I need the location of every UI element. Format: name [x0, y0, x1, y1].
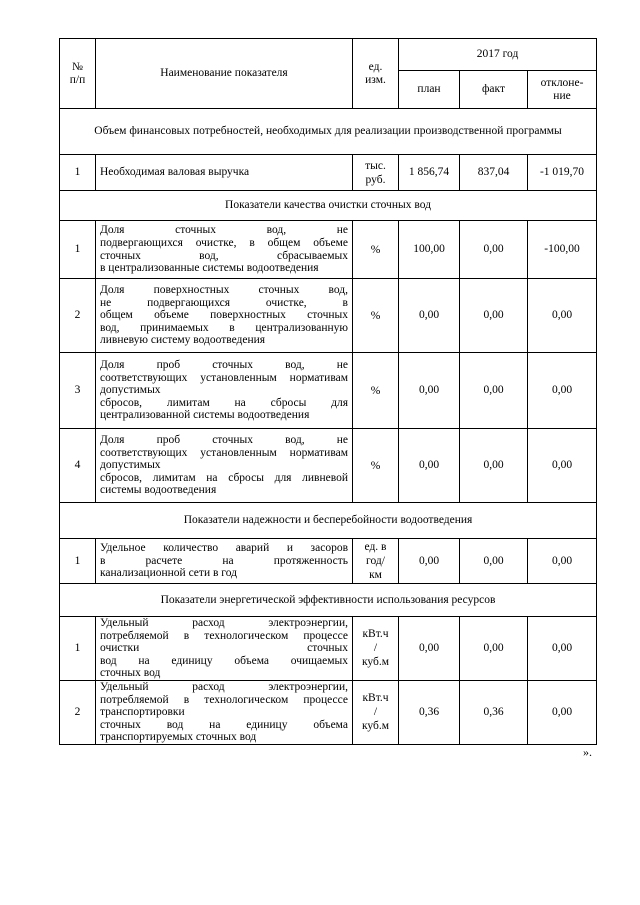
- row-number: [60, 155, 96, 191]
- section-title: [60, 191, 597, 221]
- indicator-name-line: в расчете на протяженность: [100, 554, 348, 567]
- indicator-name-line: соответствующих установленным нормативам допустимых: [100, 371, 348, 397]
- indicator-name-line: соответствующих установленным нормативам допустимых: [100, 446, 348, 472]
- fact-value-text: 0,00: [483, 384, 504, 397]
- plan-value-text: 0,00: [418, 642, 440, 655]
- section-row: [60, 109, 597, 155]
- fact-value-text: 837,04: [477, 166, 510, 179]
- unit-text: %: [370, 384, 381, 397]
- section-row: [60, 503, 597, 539]
- table-row: [60, 279, 597, 353]
- fact-value-text: 0,00: [483, 642, 504, 655]
- deviation-value-text: -1 019,70: [539, 166, 585, 179]
- fact-value: [460, 353, 528, 429]
- plan-value: [399, 680, 460, 744]
- indicator-name-line: Доля сточных вод, не: [100, 224, 348, 237]
- fact-value: [460, 539, 528, 584]
- unit: [353, 617, 399, 681]
- deviation-value-text: 0,00: [551, 706, 573, 719]
- row-number-text: 1: [74, 554, 81, 567]
- section-title-text: Показатели надежности и бесперебойности водоотведения: [183, 514, 473, 527]
- row-number: [60, 617, 96, 681]
- header-row: [60, 39, 597, 71]
- indicators-table: [59, 38, 597, 745]
- unit: [353, 221, 399, 279]
- indicator-name: [96, 617, 353, 681]
- plan-value-text: 0,36: [418, 706, 440, 719]
- table-row: [60, 221, 597, 279]
- indicator-name: [96, 279, 353, 353]
- deviation-value: [528, 353, 597, 429]
- plan-value-text: 100,00: [413, 243, 445, 256]
- fact-value-text: 0,00: [483, 459, 504, 472]
- indicator-name-line: Удельный расход электроэнергии,: [100, 617, 348, 629]
- fact-value: [460, 279, 528, 353]
- indicator-name-line: Доля проб сточных вод, не: [100, 434, 348, 447]
- fact-value: [460, 155, 528, 191]
- plan-value: [399, 353, 460, 429]
- fact-value: [460, 680, 528, 744]
- row-number-text: 2: [74, 706, 81, 719]
- plan-value: [399, 279, 460, 353]
- indicator-name-line: в централизованные системы водоотведения: [100, 262, 319, 275]
- indicator-name-line: канализационной сети в год: [100, 567, 237, 580]
- fact-value: [460, 221, 528, 279]
- plan-value: [399, 429, 460, 503]
- indicator-name-line: ливневую систему водоотведения: [100, 334, 266, 347]
- indicator-name-line: Удельный расход электроэнергии,: [100, 680, 348, 693]
- deviation-value-text: 0,00: [551, 459, 573, 472]
- deviation-value: [528, 429, 597, 503]
- row-number: [60, 353, 96, 429]
- unit: [353, 539, 399, 584]
- row-number: [60, 429, 96, 503]
- header-unit: ед. изм.: [353, 39, 399, 109]
- row-number-text: 2: [74, 309, 81, 322]
- deviation-value: [528, 155, 597, 191]
- indicator-name-line: транспортируемых сточных вод: [100, 731, 257, 744]
- indicator-name-line: сточных вод на единицу объема: [100, 718, 348, 731]
- unit-text: %: [370, 309, 381, 322]
- indicator-name-line: сбросов, лимитам на сбросы для: [100, 396, 348, 409]
- row-number-text: 1: [74, 642, 81, 655]
- indicator-name-line: потребляемой в технологическом процессе очистки сточных: [100, 629, 348, 655]
- indicator-name-text: Необходимая валовая выручка: [100, 166, 250, 179]
- fact-value-text: 0,36: [483, 706, 504, 719]
- unit: [353, 155, 399, 191]
- fact-value: [460, 617, 528, 681]
- table-row: [60, 617, 597, 681]
- header-fact: факт: [460, 71, 528, 109]
- fact-value-text: 0,00: [483, 554, 504, 567]
- deviation-value-text: 0,00: [551, 554, 573, 567]
- plan-value-text: 0,00: [418, 459, 440, 472]
- indicator-name-line: не подвергающихся очистке, в: [100, 296, 348, 309]
- deviation-value-text: -100,00: [544, 243, 580, 256]
- indicator-name: [96, 353, 353, 429]
- unit-text: кВт.ч / куб.м: [361, 692, 390, 733]
- section-title-text: Показатели качества очистки сточных вод: [225, 199, 431, 212]
- indicator-name: [96, 539, 353, 584]
- plan-value: [399, 617, 460, 681]
- row-number: [60, 279, 96, 353]
- header-deviation: отклоне- ние: [528, 71, 597, 109]
- section-title: [60, 584, 597, 617]
- row-number-text: 1: [74, 166, 81, 179]
- unit-text: кВт.ч / куб.м: [361, 628, 390, 669]
- indicator-name-line: Удельное количество аварий и засоров: [100, 542, 348, 555]
- indicator-name: [96, 221, 353, 279]
- table-row: [60, 155, 597, 191]
- deviation-value: [528, 539, 597, 584]
- header-year: 2017 год: [399, 39, 597, 71]
- indicator-name-line: вод, принимаемых в централизованную: [100, 321, 348, 334]
- section-title-text: Объем финансовых потребностей, необходимых для реализации производственной программы: [94, 125, 562, 138]
- unit-text: %: [370, 459, 381, 472]
- deviation-value: [528, 617, 597, 681]
- indicator-name: [96, 680, 353, 744]
- deviation-value: [528, 221, 597, 279]
- deviation-value-text: 0,00: [551, 642, 573, 655]
- section-title-text: Показатели энергетической эффективности использования ресурсов: [160, 593, 496, 606]
- deviation-value-text: 0,00: [551, 309, 573, 322]
- plan-value-text: 0,00: [418, 309, 440, 322]
- indicator-name-line: централизованной системы водоотведения: [100, 409, 310, 422]
- section-row: [60, 584, 597, 617]
- header-num: № п/п: [60, 39, 96, 109]
- row-number: [60, 680, 96, 744]
- section-row: [60, 191, 597, 221]
- plan-value-text: 0,00: [418, 384, 440, 397]
- section-title: [60, 109, 597, 155]
- header-plan: план: [399, 71, 460, 109]
- fact-value-text: 0,00: [483, 309, 504, 322]
- unit-text: ед. в год/ км: [364, 541, 387, 581]
- unit: [353, 279, 399, 353]
- plan-value: [399, 539, 460, 584]
- closing-quote: ».: [583, 745, 592, 759]
- deviation-value-text: 0,00: [551, 384, 573, 397]
- indicator-name-line: сточных вод: [100, 667, 161, 680]
- row-number: [60, 539, 96, 584]
- table-row: [60, 353, 597, 429]
- indicator-name-line: Доля проб сточных вод, не: [100, 359, 348, 372]
- unit: [353, 353, 399, 429]
- table-row: [60, 429, 597, 503]
- unit-text: тыс. руб.: [365, 159, 386, 186]
- indicator-name-line: общем объеме поверхностных сточных: [100, 309, 348, 322]
- indicator-name-line: подвергающихся очистке, в общем объеме: [100, 236, 348, 249]
- unit: [353, 680, 399, 744]
- indicator-name: [96, 429, 353, 503]
- row-number-text: 3: [74, 384, 81, 397]
- row-number: [60, 221, 96, 279]
- row-number-text: 4: [74, 459, 81, 472]
- table-row: [60, 680, 597, 744]
- table-row: [60, 539, 597, 584]
- plan-value-text: 1 856,74: [408, 166, 450, 179]
- deviation-value: [528, 279, 597, 353]
- header-name: Наименование показателя: [96, 39, 353, 109]
- plan-value-text: 0,00: [418, 554, 440, 567]
- row-number-text: 1: [74, 243, 81, 256]
- indicator-name-line: Доля поверхностных сточных вод,: [100, 284, 348, 297]
- indicator-name-line: системы водоотведения: [100, 484, 217, 497]
- fact-value-text: 0,00: [483, 243, 504, 256]
- indicator-name-line: сточных вод, сбрасываемых: [100, 249, 348, 262]
- indicator-name: [96, 155, 353, 191]
- plan-value: [399, 155, 460, 191]
- indicator-name-line: вод на единицу объема очищаемых: [100, 654, 348, 667]
- deviation-value: [528, 680, 597, 744]
- unit-text: %: [370, 243, 381, 256]
- plan-value: [399, 221, 460, 279]
- section-title: [60, 503, 597, 539]
- indicator-name-line: сбросов, лимитам на сбросы для ливневой: [100, 471, 348, 484]
- unit: [353, 429, 399, 503]
- fact-value: [460, 429, 528, 503]
- indicator-name-line: потребляемой в технологическом процессе транспортировки: [100, 693, 348, 719]
